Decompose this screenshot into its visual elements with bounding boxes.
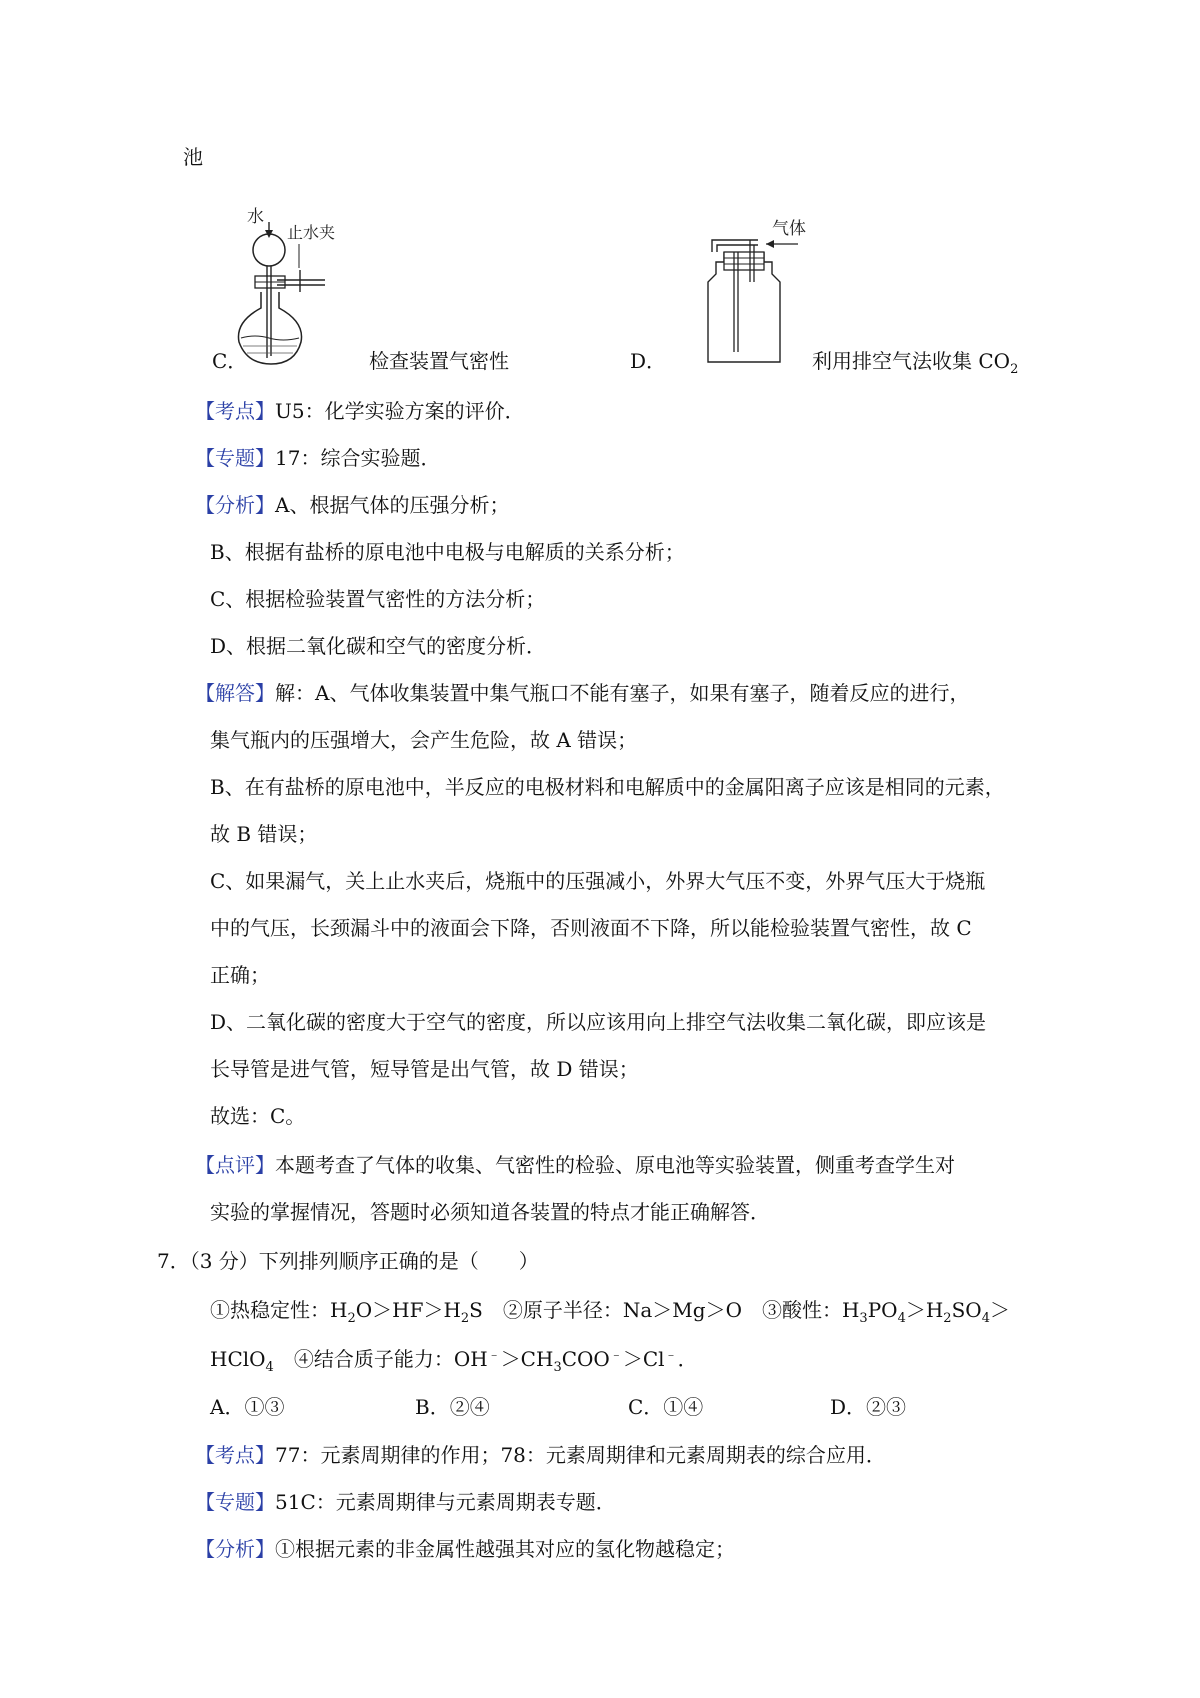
q6-jieda-line: 故选：C。 (210, 1104, 306, 1128)
q6-jieda-line: C、如果漏气，关上止水夹后，烧瓶中的压强减小，外界大气压不变，外界气压大于烧瓶 (210, 869, 986, 893)
fenxi-tag: 【分析】 (195, 493, 275, 517)
kaodian-tag: 【考点】 (195, 399, 275, 423)
dianping-tag: 【点评】 (195, 1153, 275, 1177)
q7-item-line1: ①热稳定性：$H_2O>HF>H_2S$ ②原子半径：Na＞Mg＞O ③酸性：$H_3PO_4>H_2SO_4>$ (210, 1298, 1010, 1326)
q6-jieda-line: 故 B 错误； (210, 822, 318, 846)
figure-d-label-gas: 气体 (772, 219, 806, 239)
q7-option-a: A．①③ (210, 1395, 285, 1419)
q6-dianping-line2: 实验的掌握情况，答题时必须知道各装置的特点才能正确解答． (210, 1200, 770, 1224)
figure-d-letter: D． (630, 349, 667, 373)
q6-fenxi-line: B、根据有盐桥的原电池中电极与电解质的关系分析； (210, 540, 685, 564)
figure-c-caption: 检查装置气密性 (369, 349, 509, 373)
q7-zhuanti: 【专题】51C：元素周期律与元素周期表专题． (195, 1490, 616, 1514)
q6-zhuanti: 【专题】17：综合实验题． (195, 446, 441, 470)
q6-fenxi: 【分析】A、根据气体的压强分析； (195, 493, 510, 517)
q6-kaodian: 【考点】U5：化学实验方案的评价． (195, 399, 525, 423)
zhuanti-tag: 【专题】 (195, 446, 275, 470)
q6-fenxi-line: C、根据检验装置气密性的方法分析； (210, 587, 546, 611)
q6-jieda-line: 长导管是进气管，短导管是出气管，故 D 错误； (210, 1057, 639, 1081)
q7-fenxi: 【分析】①根据元素的非金属性越强其对应的氢化物越稳定； (195, 1537, 735, 1561)
q6-jieda-line: B、在有盐桥的原电池中，半反应的电极材料和电解质中的金属阳离子应该是相同的元素， (210, 775, 1005, 799)
kaodian-tag: 【考点】 (195, 1443, 275, 1467)
figure-d-caption: 利用排空气法收集 $CO_2$ (812, 349, 1019, 377)
q6-fenxi-line: D、根据二氧化碳和空气的密度分析． (210, 634, 547, 658)
zhuanti-tag: 【专题】 (195, 1490, 275, 1514)
q6-jieda: 【解答】解：A、气体收集装置中集气瓶口不能有塞子，如果有塞子，随着反应的进行， (195, 681, 970, 705)
figure-c-apparatus (225, 188, 375, 372)
q6-dianping: 【点评】本题考查了气体的收集、气密性的检验、原电池等实验装置，侧重考查学生对 (195, 1153, 955, 1177)
q7-option-c: C．①④ (628, 1395, 704, 1419)
figure-c-label-water: 水 (247, 207, 264, 227)
q6-jieda-line: 中的气压，长颈漏斗中的液面会下降，否则液面不下降，所以能检验装置气密性，故 C (210, 916, 972, 940)
q6-jieda-line: 正确； (210, 963, 270, 987)
top-fragment: 池 (183, 145, 203, 169)
q7-kaodian: 【考点】77：元素周期律的作用；78：元素周期律和元素周期表的综合应用． (195, 1443, 886, 1467)
q7-option-d: D．②③ (830, 1395, 907, 1419)
q6-jieda-line: D、二氧化碳的密度大于空气的密度，所以应该用向上排空气法收集二氧化碳，即应该是 (210, 1010, 987, 1034)
q7-item-line2: HClO$_4$ ④结合质子能力：$OH^﹣>CH_3COO^﹣>Cl^﹣$． (210, 1347, 698, 1375)
q7-option-b: B．②④ (415, 1395, 490, 1419)
figure-d-apparatus (680, 212, 830, 376)
jieda-tag: 【解答】 (195, 681, 275, 705)
q6-jieda-line: 集气瓶内的压强增大，会产生危险，故 A 错误； (210, 728, 638, 752)
figure-c-label-clamp: 止水夹 (287, 223, 336, 242)
q7-stem: 7．（3 分）下列排列顺序正确的是（ ） (157, 1249, 539, 1273)
figure-c-letter: C． (212, 349, 248, 373)
fenxi-tag: 【分析】 (195, 1537, 275, 1561)
